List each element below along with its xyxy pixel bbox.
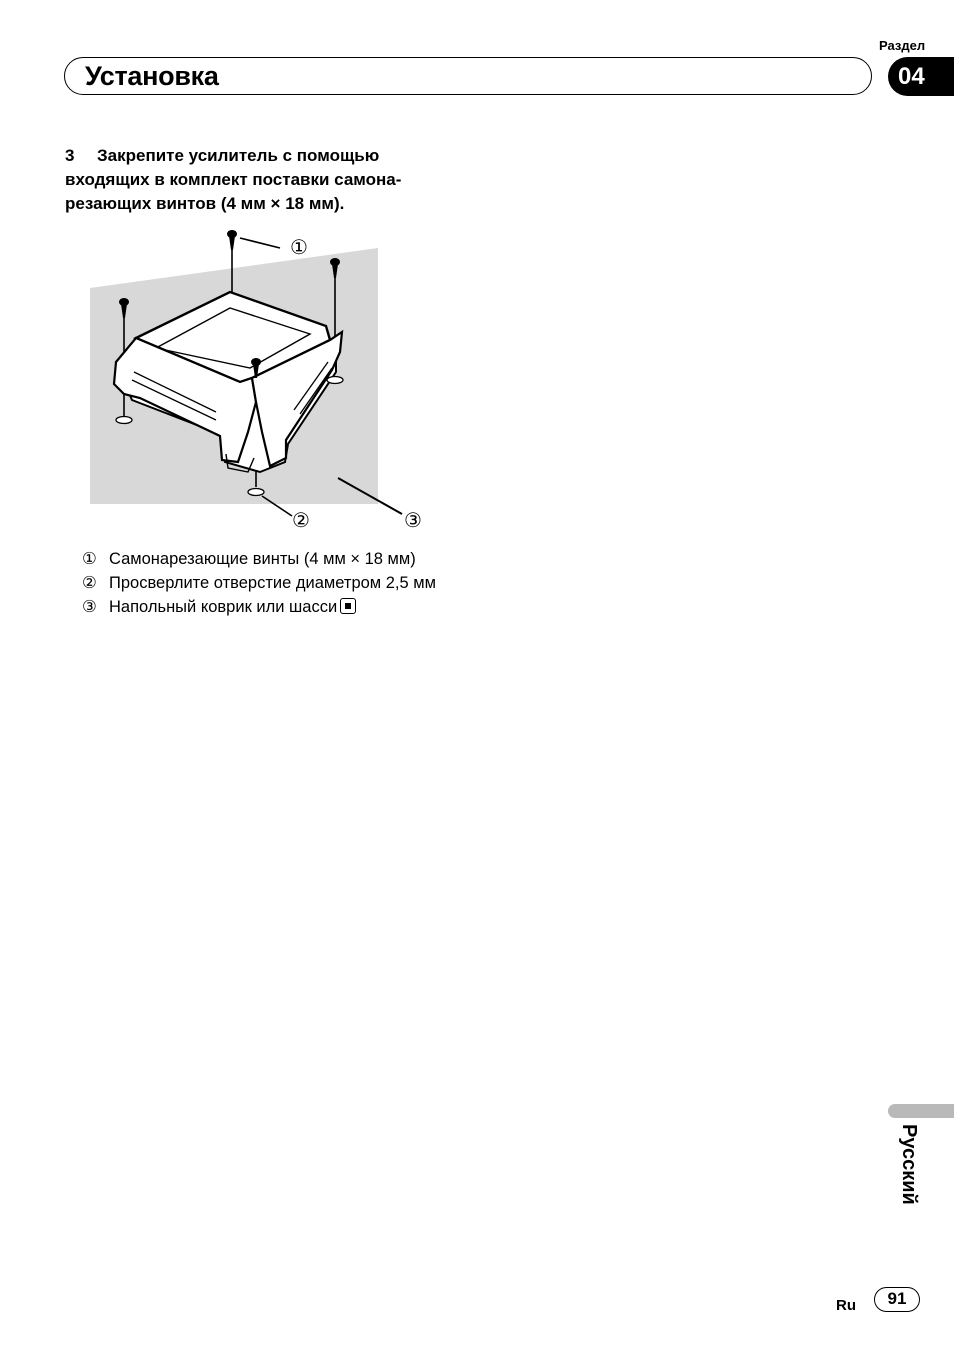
installation-figure xyxy=(80,222,440,547)
legend-marker: ② xyxy=(82,574,97,592)
callout-3: ③ xyxy=(404,508,422,532)
callout-leader xyxy=(240,238,280,248)
end-mark-icon xyxy=(340,598,356,614)
step-number: 3 xyxy=(65,146,75,165)
legend-text: Напольный коврик или шасси xyxy=(109,598,338,616)
legend-text: Самонарезающие винты (4 мм × 18 мм) xyxy=(109,550,416,568)
legend-text: Просверлите отверстие диаметром 2,5 мм xyxy=(109,574,436,592)
screw-icon xyxy=(227,230,237,250)
step-text: Закрепите усилитель с помощью входящих в комплект поставки самона-резающих винтов (4 мм × 18 мм). xyxy=(65,146,402,213)
amplifier-illustration xyxy=(80,222,440,542)
legend-item xyxy=(82,547,452,571)
section-badge: 04 xyxy=(888,57,954,96)
section-label: Раздел xyxy=(879,38,926,53)
callout-1: ① xyxy=(290,235,308,259)
figure-legend xyxy=(82,547,452,619)
drill-hole xyxy=(248,489,264,496)
legend-marker: ① xyxy=(82,550,97,568)
legend-marker: ③ xyxy=(82,598,97,616)
language-code: Ru xyxy=(836,1297,856,1314)
callout-2: ② xyxy=(292,508,310,532)
title-bar xyxy=(64,57,872,95)
drill-hole xyxy=(327,377,343,384)
language-label: Русский xyxy=(898,1124,920,1205)
drill-hole xyxy=(116,417,132,424)
language-tab-bar xyxy=(888,1104,954,1118)
legend-item xyxy=(82,571,452,595)
step-instruction xyxy=(65,144,455,216)
page-title: Установка xyxy=(85,61,219,91)
legend-item xyxy=(82,595,452,619)
page-number: 91 xyxy=(874,1287,920,1312)
